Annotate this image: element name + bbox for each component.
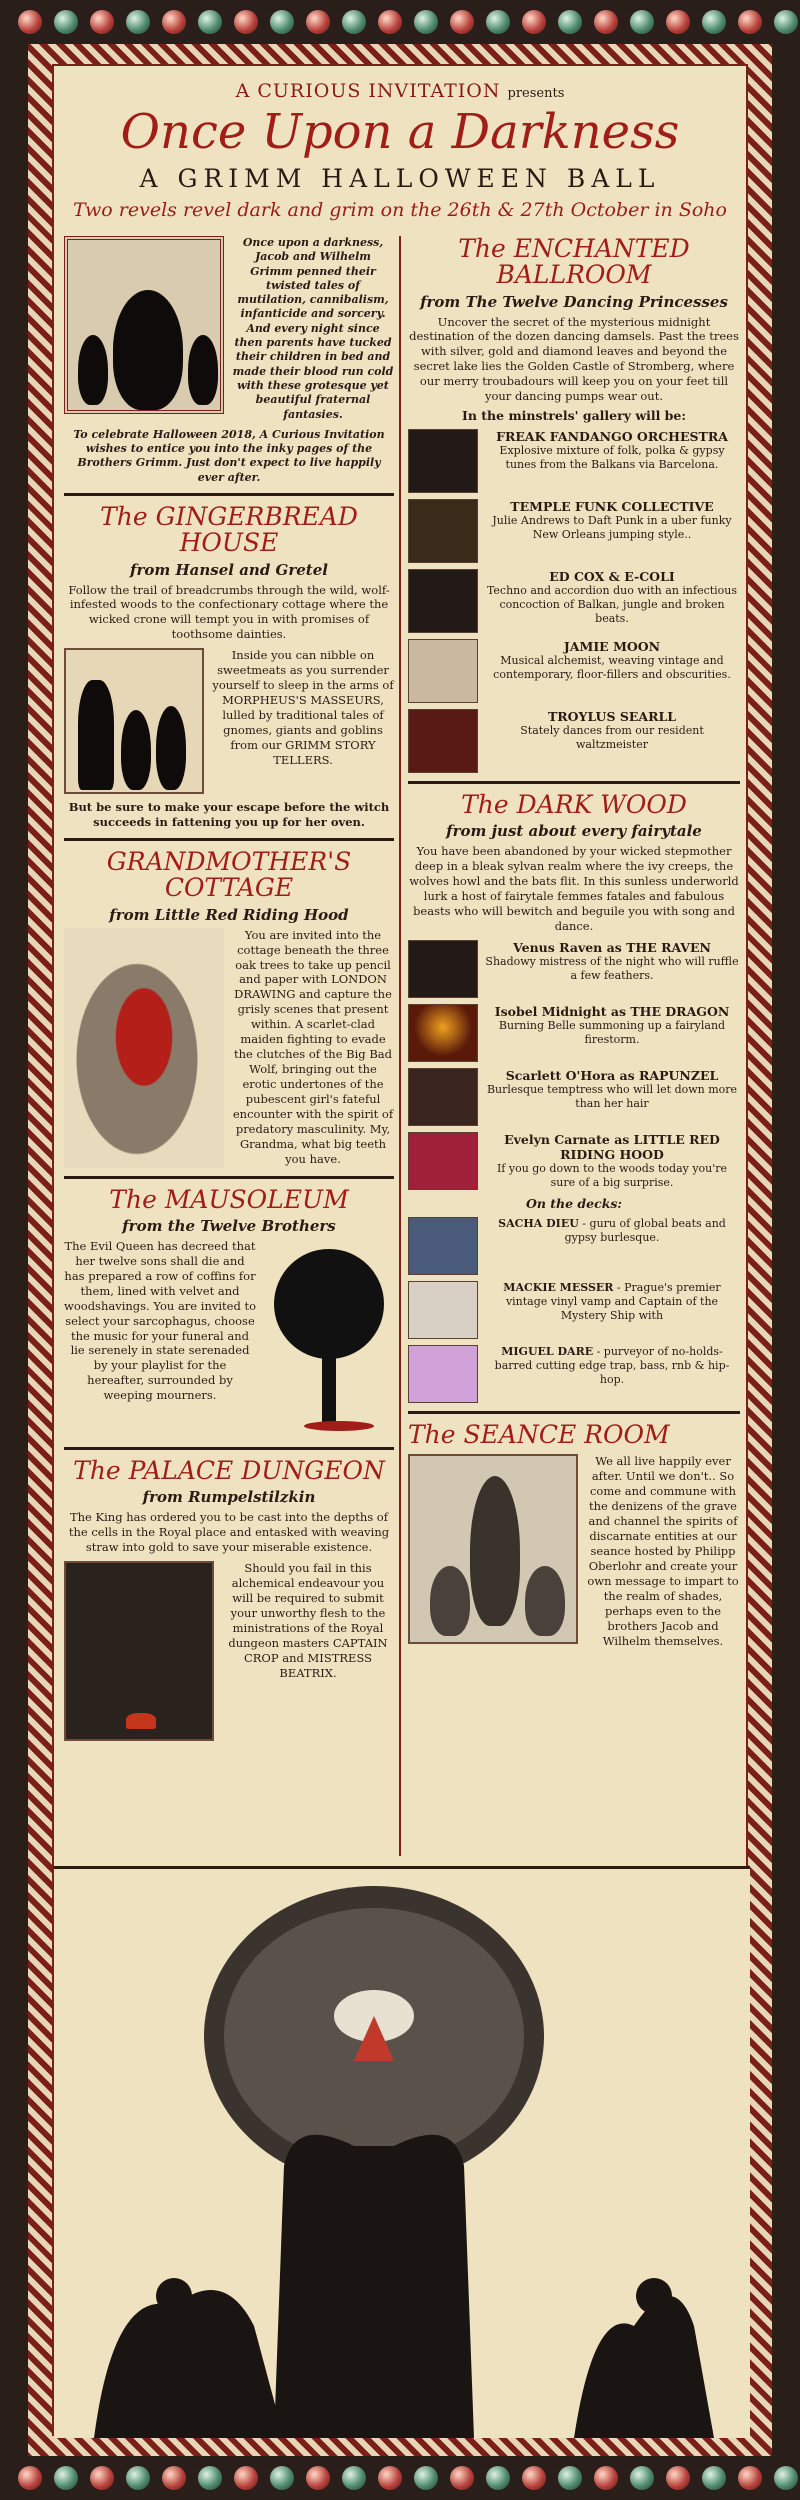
header <box>54 80 746 221</box>
mausoleum-from: from the Twelve Brothers <box>122 1216 336 1235</box>
act-list-item <box>408 639 740 703</box>
grandmother-row <box>64 928 394 1168</box>
ballroom-title: The ENCHANTED BALLROOM <box>458 234 690 290</box>
gingerbread-row <box>64 648 394 794</box>
page-subtitle: A GRIMM HALLOWEEN BALL <box>139 164 661 193</box>
gingerbread-text-2: Inside you can nibble on sweetmeats as you surrender yourself to sleep in the arms of MORPHEUS'S MASSEURS, lulled by traditional tales of gnomes, giants and goblins from our GRIMM STORY TELLERS. <box>212 648 394 767</box>
gingerbread-illustration <box>64 648 204 794</box>
darkwood-title: The DARK WOOD <box>461 790 687 820</box>
dj-name: MIGUEL DARE <box>501 1345 594 1358</box>
gingerbread-text-3: But be sure to make your escape before the witch succeeds in fattening you up for her oven. <box>68 800 390 830</box>
grandmother-from: from Little Red Riding Hood <box>109 905 349 924</box>
left-column <box>64 236 394 1741</box>
seance-row <box>408 1454 740 1648</box>
dungeon-row <box>64 1561 394 1741</box>
dungeon-title: The PALACE DUNGEON <box>73 1455 385 1485</box>
tagline: Two revels revel dark and grim on the 26th & 27th October in Soho <box>73 199 727 221</box>
mausoleum-row <box>64 1239 394 1439</box>
grandmother-title: GRANDMOTHER'S COTTAGE <box>106 847 352 903</box>
section-divider <box>64 493 394 496</box>
dj-photo <box>408 1345 478 1403</box>
performer-photo <box>408 940 478 998</box>
act-photo <box>408 639 478 703</box>
bead-border-right <box>772 44 800 2456</box>
ballroom-from: from The Twelve Dancing Princesses <box>420 292 728 311</box>
bead-border-bottom <box>0 2456 800 2500</box>
performer-list-item <box>408 1132 740 1190</box>
dungeon-text-2: Should you fail in this alchemical endeavour you will be required to submit your unworthy flesh to the ministrations of the Royal dungeon masters CAPTAIN CROP and MISTRESS BEATRIX. <box>228 1560 388 1680</box>
gallery-label: In the minstrels' gallery will be: <box>462 408 686 424</box>
tree-illustration <box>264 1239 394 1439</box>
bead-border-left <box>0 44 28 2456</box>
dj-desc: - purveyor of no-holds-barred cutting edge trap, bass, rnb & hip-hop. <box>494 1345 730 1386</box>
darkwood-text: You have been abandoned by your wicked stepmother deep in a bleak sylvan realm where the ivy creeps, the wolves howl and the bats flit. In this sunless underworld lurk a host of fairytale femmes fatales and fabulous beasts who will bewitch and beguile you with song and dance. <box>409 844 739 934</box>
bead-border-top <box>0 0 800 44</box>
mausoleum-title: The MAUSOLEUM <box>109 1184 349 1214</box>
performer-photo <box>408 1068 478 1126</box>
act-desc: Explosive mixture of folk, polka & gypsy tunes from the Balkans via Barcelona. <box>499 444 725 471</box>
darkwood-from: from just about every fairytale <box>446 822 702 841</box>
act-name: ED COX & E-COLI <box>549 569 675 585</box>
dj-photo <box>408 1281 478 1339</box>
decks-label: On the decks: <box>525 1196 623 1211</box>
performer-name: Scarlett O'Hora as RAPUNZEL <box>505 1068 719 1083</box>
act-desc: Techno and accordion duo with an infectious concoction of Balkan, jungle and broken beats. <box>486 584 738 625</box>
dj-list-item <box>408 1217 740 1275</box>
invitation-page <box>52 64 748 2436</box>
dungeon-from: from Rumpelstilzkin <box>142 1488 316 1507</box>
act-name: FREAK FANDANGO ORCHESTRA <box>496 429 728 445</box>
dj-name: MACKIE MESSER <box>503 1281 614 1294</box>
intro-illustration <box>64 236 224 414</box>
kicker: A CURIOUS INVITATION presents <box>235 80 565 102</box>
section-divider <box>64 1176 394 1179</box>
section-divider <box>64 1447 394 1450</box>
section-divider <box>408 781 740 784</box>
gingerbread-title: The GINGERBREAD HOUSE <box>100 502 358 558</box>
intro-celebrate: To celebrate Halloween 2018, A Curious Invitation wishes to entice you into the inky pages of the Brothers Grimm. Just don't expect to live happily ever after. <box>73 427 385 484</box>
performer-desc: If you go down to the woods today you're sure of a big surprise. <box>496 1162 728 1189</box>
seance-photo <box>408 1454 578 1644</box>
performer-photo <box>408 1132 478 1190</box>
act-list-item <box>408 429 740 493</box>
gingerbread-text-1: Follow the trail of breadcrumbs through the wild, wolf-infested woods to the confectionary cottage where the wicked crone will tempt you in with promises of toothsome dainties. <box>68 582 390 642</box>
section-divider <box>408 1411 740 1414</box>
section-divider <box>64 838 394 841</box>
performer-desc: Burlesque temptress who will let down more than her hair <box>486 1083 738 1110</box>
performer-list-item <box>408 940 740 998</box>
act-photo <box>408 709 478 773</box>
act-desc: Musical alchemist, weaving vintage and contemporary, floor-fillers and obscurities. <box>493 654 731 681</box>
intro-text: Once upon a darkness, Jacob and Wilhelm Grimm penned their twisted tales of mutilation, cannibalism, infanticide and sorcery. And every night since then parents have tucked their children in bed and made their blood run cold with these grotesque yet beautiful fraternal fantasies. <box>232 236 394 421</box>
act-name: TROYLUS SEARLL <box>547 709 677 725</box>
wolf-and-maiden-illustration <box>64 928 224 1168</box>
act-list-item <box>408 499 740 563</box>
act-photo <box>408 429 478 493</box>
right-column <box>408 236 740 1648</box>
page-title: Once Upon a Darkness <box>120 104 680 160</box>
dungeon-text-1: The King has ordered you to be cast into the depths of the cells in the Royal place and entasked with weaving straw into gold to save your miserable existence. <box>68 1510 390 1555</box>
dj-list-item <box>408 1281 740 1339</box>
grandmother-text: You are invited into the cottage beneath the three oak trees to take up pencil and paper with LONDON DRAWING and capture the grisly scenes that present within. A scarlet-clad maiden fighting to evade the clutches of the Big Bad Wolf, bringing out the erotic undertones of the pubescent girl's fateful encounter with the spirit of predatory masculinity. My, Grandma, what big teeth you have. <box>232 927 394 1166</box>
performer-photo <box>408 1004 478 1062</box>
ballroom-text: Uncover the secret of the mysterious midnight destination of the dozen dancing damsels. Past the trees with silver, gold and diamond leaves and beyond the secret lake lies the Golden Castle of Stromberg, where our merry troubadours will keep you on your feet till your dancing pumps wear out. <box>409 314 739 404</box>
gingerbread-from: from Hansel and Gretel <box>130 560 328 579</box>
performer-name: Venus Raven as THE RAVEN <box>513 940 711 955</box>
act-photo <box>408 569 478 633</box>
performer-desc: Burning Belle summoning up a fairyland firestorm. <box>498 1019 726 1046</box>
act-name: TEMPLE FUNK COLLECTIVE <box>510 499 714 515</box>
column-divider <box>399 236 401 1856</box>
act-photo <box>408 499 478 563</box>
intro-block <box>64 236 394 422</box>
dj-photo <box>408 1217 478 1275</box>
act-list-item <box>408 569 740 633</box>
dj-name: SACHA DIEU <box>498 1217 579 1230</box>
seance-title: The SEANCE ROOM <box>408 1420 670 1449</box>
seance-text: We all live happily ever after. Until we don't.. So come and commune with the denizens of the grave and channel the spirits of discarnate entities at our seance hosted by Philipp Oberlohr and create your own message to impart to the realm of shades, perhaps even to the brothers Jacob and Wilhelm themselves. <box>587 1454 739 1648</box>
dungeon-illustration <box>64 1561 214 1741</box>
silhouette-nest-illustration <box>54 1866 750 2438</box>
act-desc: Julie Andrews to Daft Punk in a uber funky New Orleans jumping style.. <box>492 514 732 541</box>
performer-desc: Shadowy mistress of the night who will ruffle a few feathers. <box>485 955 739 982</box>
act-desc: Stately dances from our resident waltzmeister <box>520 724 704 751</box>
act-list-item <box>408 709 740 773</box>
act-name: JAMIE MOON <box>563 639 661 655</box>
performer-list-item <box>408 1004 740 1062</box>
dj-desc: - guru of global beats and gypsy burlesque. <box>564 1217 726 1244</box>
performer-list-item <box>408 1068 740 1126</box>
dj-list-item <box>408 1345 740 1403</box>
dj-desc: - Prague's premier vintage vinyl vamp and Captain of the Mystery Ship with <box>505 1281 721 1322</box>
performer-name: Isobel Midnight as THE DRAGON <box>494 1004 730 1019</box>
nest-silhouette-art <box>54 1866 750 2438</box>
performer-name: Evelyn Carnate as LITTLE RED RIDING HOOD <box>504 1132 720 1162</box>
mausoleum-text: The Evil Queen has decreed that her twelve sons shall die and has prepared a row of coffins for them, lined with velvet and woodshavings. You are invited to select your sarcophagus, choose the music for your funeral and lie serenely in state serenaded by your playlist for the hereafter, surrounded by weeping mourners. <box>64 1238 257 1403</box>
